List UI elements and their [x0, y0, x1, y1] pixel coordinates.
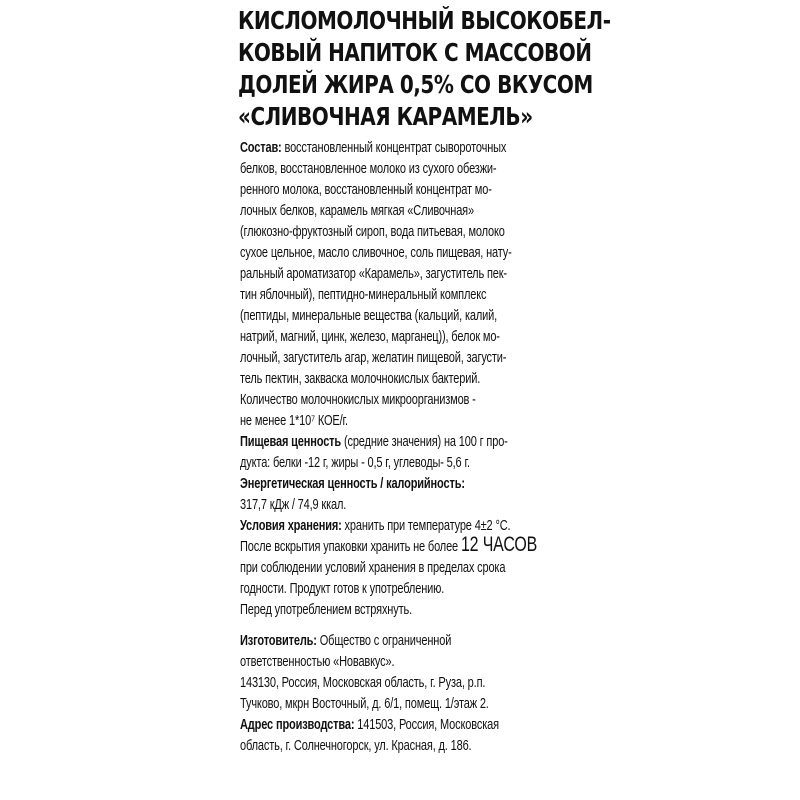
composition-label: Состав: [240, 140, 282, 156]
composition-line: тель пектин, закваска молочнокислых бактерий. [240, 371, 481, 387]
storage-hours: 12 ЧАСОВ [460, 533, 538, 556]
composition-line: натрий, магний, цинк, железо, марганец)), белок мо- [240, 329, 500, 345]
composition-line: (глюкозно-фруктозный сироп, вода питьевая, молоко [240, 224, 505, 240]
composition-line: Состав: восстановленный концентрат сывороточных [240, 140, 507, 156]
storage-label: Условия хранения: [240, 518, 342, 534]
manufacturer-line: 143130, Россия, Московская область, г. Руза, р.п. [240, 675, 486, 691]
production-line: область, г. Солнечногорск, ул. Красная, д. 186. [240, 738, 472, 754]
title-line: «СЛИВОЧНАЯ КАРАМЕЛЬ» [238, 102, 533, 131]
composition-line: лочный, загуститель агар, желатин пищевой, загусти- [240, 350, 507, 366]
product-title [238, 5, 611, 133]
composition-line: ральный ароматизатор «Карамель», загуститель пек- [240, 266, 507, 282]
storage-line: Перед употреблением встряхнуть. [240, 602, 412, 618]
storage-line: После вскрытия упаковки хранить не более 12 ЧАСОВ [240, 533, 538, 556]
composition-line: лочных белков, карамель мягкая «Сливочная» [240, 203, 474, 219]
production-label: Адрес производства: [240, 717, 355, 733]
energy-value: 317,7 кДж / 74,9 ккал. [240, 497, 347, 513]
microorganisms-line: не менее 1*10⁷ КОЕ/г. [240, 413, 348, 429]
title-line: КОВЫЙ НАПИТОК С МАССОВОЙ [238, 38, 592, 67]
composition-line: (пептиды, минеральные вещества (кальций, калий, [240, 308, 498, 324]
storage-line: годности. Продукт готов к употреблению. [240, 581, 445, 597]
nutrition-label: Пищевая ценность [240, 434, 342, 450]
composition-line: белков, восстановленное молоко из сухого обезжи- [240, 161, 497, 177]
manufacturer-line: Изготовитель: Общество с ограниченной [240, 633, 452, 649]
composition-line: тин яблочный), пептидно-минеральный комплекс [240, 287, 487, 303]
microorganisms-line: Количество молочнокислых микроорганизмов - [240, 392, 476, 408]
title-line: ДОЛЕЙ ЖИРА 0,5% СО ВКУСОМ [238, 70, 593, 99]
title-line: КИСЛОМОЛОЧНЫЙ ВЫСОКОБЕЛ- [238, 6, 611, 35]
storage-line: Условия хранения: хранить при температуре 4±2 °С. [240, 518, 511, 534]
product-label [238, 0, 611, 800]
manufacturer-label: Изготовитель: [240, 633, 317, 649]
composition-line: сухое цельное, масло сливочное, соль пищевая, нату- [240, 245, 512, 261]
nutrition-line: дукта: белки -12 г, жиры - 0,5 г, углеводы- 5,6 г. [240, 455, 470, 471]
energy-label: Энергетическая ценность / калорийность: [240, 476, 465, 492]
composition-line: ренного молока, восстановленный концентрат мо- [240, 182, 492, 198]
storage-line: при соблюдении условий хранения в пределах срока [240, 560, 506, 576]
production-line: Адрес производства: 141503, Россия, Московская [240, 717, 499, 733]
manufacturer-line: ответственностью «Новавкус». [240, 654, 395, 670]
nutrition-line: Пищевая ценность (средние значения) на 100 г про- [240, 434, 508, 450]
manufacturer-line: Тучково, мкрн Восточный, д. 6/1, помещ. 1/этаж 2. [240, 696, 489, 712]
